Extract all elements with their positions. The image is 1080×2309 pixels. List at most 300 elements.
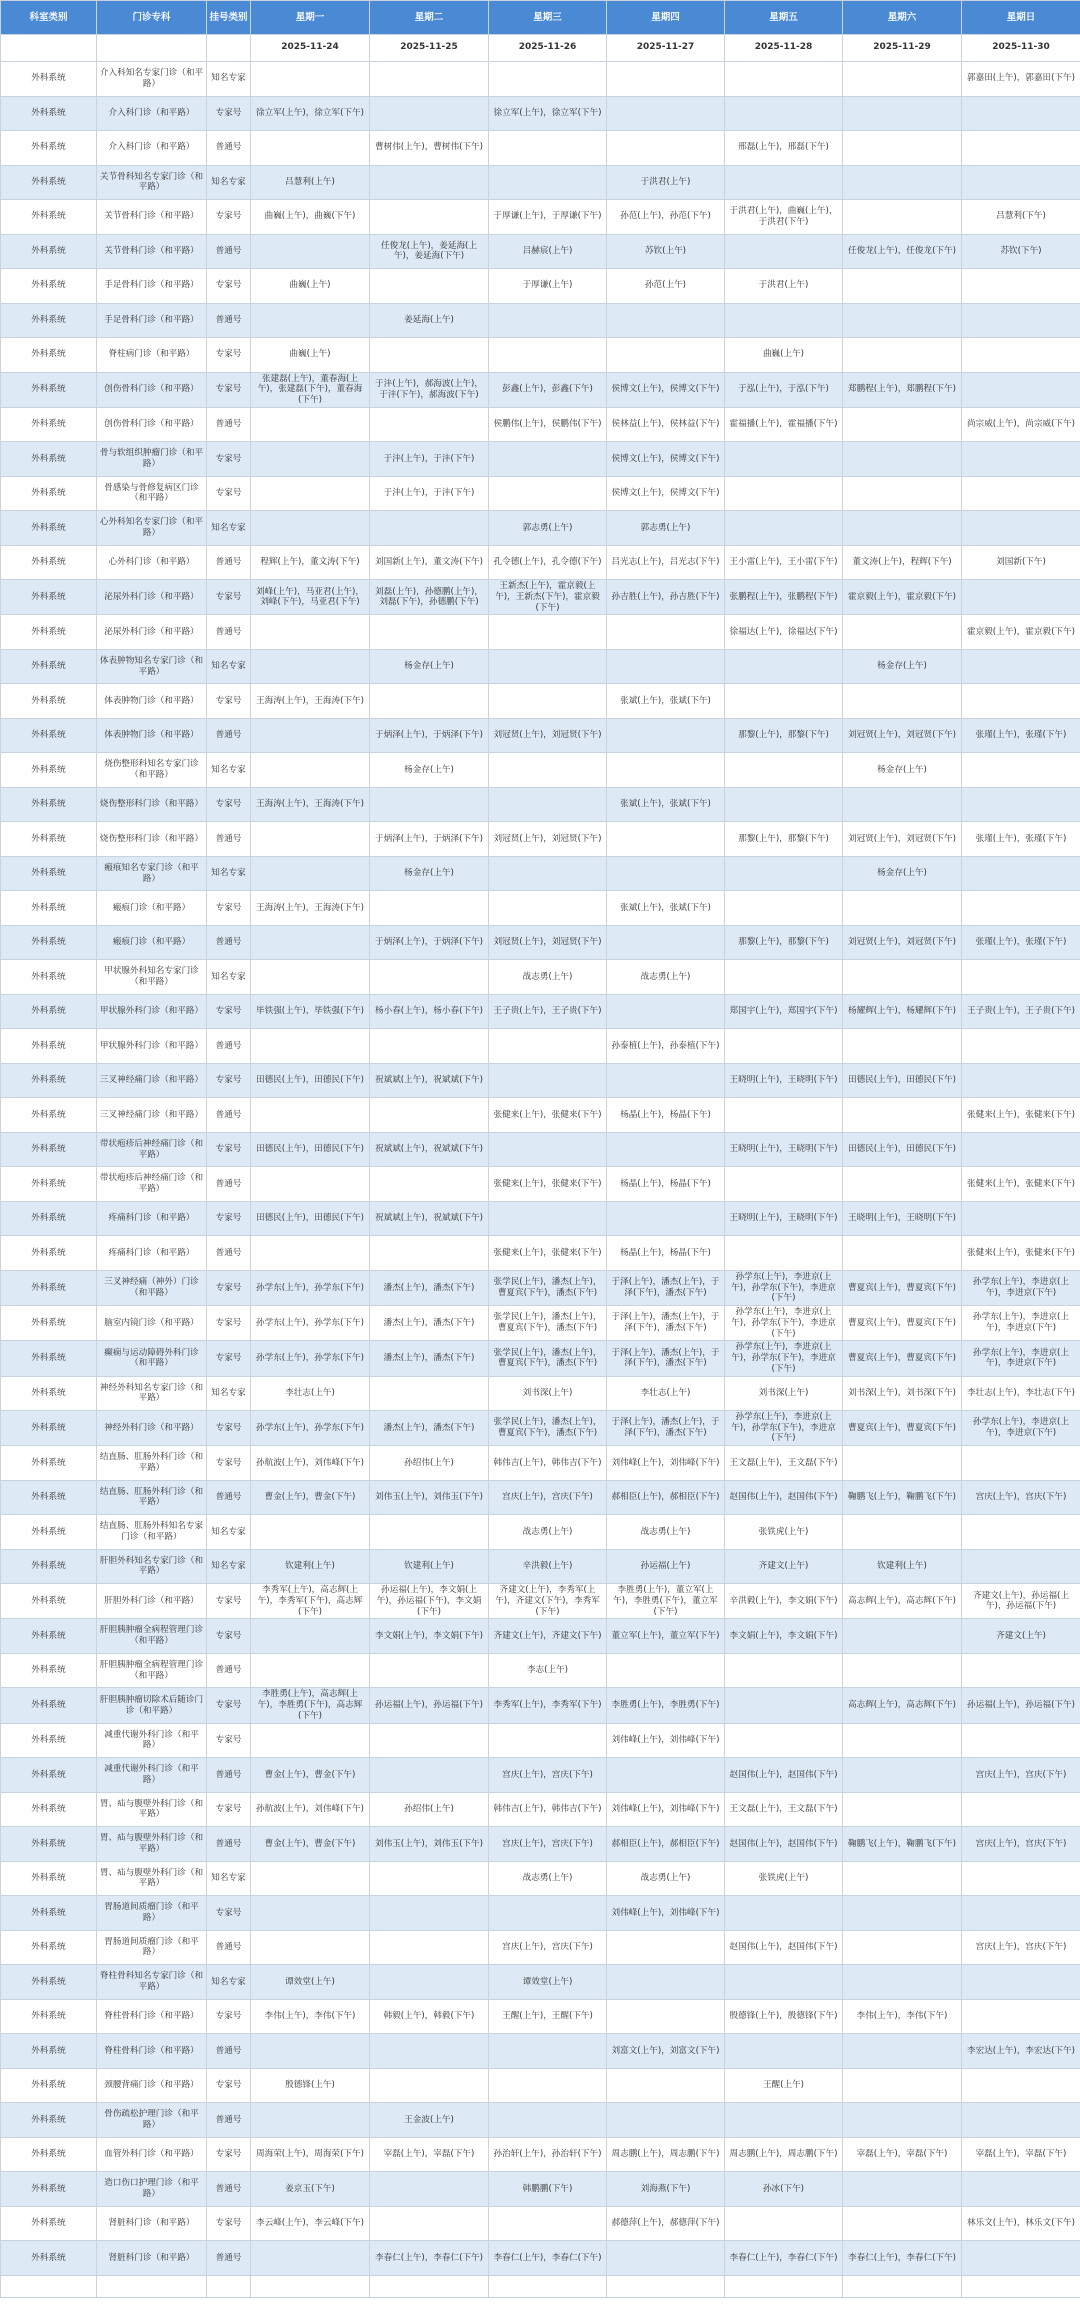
table-row <box>1 1376 1080 1411</box>
sunday-cell <box>962 891 1080 926</box>
wednesday-cell <box>489 1029 607 1064</box>
tuesday-cell: 钦建利(上午) <box>370 1549 489 1584</box>
dept-category-cell: 外科系统 <box>1 2172 97 2207</box>
dept-category-cell: 外科系统 <box>1 1965 97 2000</box>
clinic-name-cell: 脊柱病门诊（和平路） <box>97 338 207 373</box>
sunday-cell <box>962 303 1080 338</box>
table-row <box>1 1965 1080 2000</box>
monday-cell <box>251 1098 370 1133</box>
friday-cell <box>725 891 843 926</box>
schedule-body <box>1 62 1080 2298</box>
saturday-cell: 田德民(上午)，田德民(下午) <box>843 1132 962 1167</box>
sunday-cell <box>962 1201 1080 1236</box>
monday-cell: 徐立军(上午)，徐立军(下午) <box>251 96 370 131</box>
tuesday-cell: 任俊龙(上午)，姜延海(上午)，姜延海(下午) <box>370 234 489 269</box>
sunday-cell <box>962 2103 1080 2138</box>
sunday-cell <box>962 960 1080 995</box>
dept-category-cell: 外科系统 <box>1 753 97 788</box>
saturday-cell: 刘书深(上午)，刘书深(下午) <box>843 1376 962 1411</box>
friday-cell: 郑国宇(上午)，郑国宇(下午) <box>725 994 843 1029</box>
friday-cell <box>725 1965 843 2000</box>
wednesday-cell <box>489 1896 607 1931</box>
saturday-cell <box>843 1930 962 1965</box>
dept-category-cell: 外科系统 <box>1 1723 97 1758</box>
dept-category-cell: 外科系统 <box>1 1306 97 1341</box>
friday-cell: 殷德锋(上午)，殷德锋(下午) <box>725 1999 843 2034</box>
thursday-cell: 孙吉胜(上午)，孙吉胜(下午) <box>607 580 725 615</box>
dept-category-cell: 外科系统 <box>1 1549 97 1584</box>
sunday-cell <box>962 165 1080 200</box>
clinic-name-cell: 神经外科知名专家门诊（和平路） <box>97 1376 207 1411</box>
table-row <box>1 2068 1080 2103</box>
friday-cell: 王文磊(上午)，王文磊(下午) <box>725 1446 843 1481</box>
dept-category-cell: 外科系统 <box>1 234 97 269</box>
wednesday-cell: 张学民(上午)，潘杰(上午)，曹夏宾(下午)，潘杰(下午) <box>489 1306 607 1341</box>
saturday-cell: 曹夏宾(上午)，曹夏宾(下午) <box>843 1270 962 1305</box>
dept-category-cell: 外科系统 <box>1 476 97 511</box>
saturday-cell: 杨金存(上午) <box>843 649 962 684</box>
sunday-cell <box>962 1132 1080 1167</box>
friday-cell <box>725 2103 843 2138</box>
saturday-cell <box>843 1619 962 1654</box>
dept-category-cell: 外科系统 <box>1 1446 97 1481</box>
sunday-cell: 张健来(上午)，张健来(下午) <box>962 1098 1080 1133</box>
monday-cell: 程辉(上午)，董文涛(下午) <box>251 545 370 580</box>
monday-cell <box>251 234 370 269</box>
table-row <box>1 62 1080 97</box>
monday-cell: 刘峰(上午)，马亚君(上午)，刘峰(下午)，马亚君(下午) <box>251 580 370 615</box>
table-row <box>1 1167 1080 1202</box>
clinic-name-cell: 创伤骨科门诊（和平路） <box>97 372 207 407</box>
friday-cell <box>725 476 843 511</box>
clinic-name-cell: 疼痛科门诊（和平路） <box>97 1201 207 1236</box>
reg-type-cell: 普通号 <box>207 131 251 166</box>
wednesday-cell <box>489 787 607 822</box>
reg-type-cell: 普通号 <box>207 1827 251 1862</box>
sunday-cell: 孙学东(上午)，李进京(上午)，李进京(下午) <box>962 1341 1080 1376</box>
friday-cell: 张鹏程(上午)，张鹏程(下午) <box>725 580 843 615</box>
dept-category-cell: 外科系统 <box>1 131 97 166</box>
monday-cell <box>251 960 370 995</box>
reg-type-cell: 专家号 <box>207 1270 251 1305</box>
thursday-cell <box>607 1965 725 2000</box>
monday-cell: 李胜勇(上午)，高志辉(上午)，李胜勇(下午)，高志辉(下午) <box>251 1688 370 1723</box>
sunday-cell: 张健来(上午)，张健来(下午) <box>962 1167 1080 1202</box>
wednesday-cell: 辛洪毅(上午) <box>489 1549 607 1584</box>
dept-category-cell: 外科系统 <box>1 1029 97 1064</box>
friday-cell <box>725 62 843 97</box>
table-row <box>1 131 1080 166</box>
dept-category-cell: 外科系统 <box>1 891 97 926</box>
monday-cell: 田德民(上午)，田德民(下午) <box>251 1063 370 1098</box>
clinic-name-cell: 骨伤疏松护理门诊（和平路） <box>97 2103 207 2138</box>
tuesday-cell: 孙运福(上午)，李文娟(上午)，孙运福(下午)，李文娟(下午) <box>370 1584 489 1619</box>
wednesday-cell <box>489 62 607 97</box>
thursday-cell <box>607 925 725 960</box>
sunday-cell <box>962 476 1080 511</box>
clinic-name-cell: 关节骨科门诊（和平路） <box>97 234 207 269</box>
saturday-cell: 任俊龙(上午)，任俊龙(下午) <box>843 234 962 269</box>
table-row <box>1 718 1080 753</box>
thursday-cell: 杨晶(上午)，杨晶(下午) <box>607 1236 725 1271</box>
wednesday-cell <box>489 1132 607 1167</box>
clinic-name-cell: 胃肠道间质瘤门诊（和平路） <box>97 1930 207 1965</box>
col-header-tuesday: 星期二 <box>370 1 489 35</box>
tuesday-cell: 宰磊(上午)，宰磊(下午) <box>370 2137 489 2172</box>
wednesday-cell: 王子贵(上午)，王子贵(下午) <box>489 994 607 1029</box>
wednesday-cell: 张健来(上午)，张健来(下午) <box>489 1098 607 1133</box>
friday-cell <box>725 234 843 269</box>
reg-type-cell: 普通号 <box>207 545 251 580</box>
clinic-name-cell: 脑室内镜门诊（和平路） <box>97 1306 207 1341</box>
clinic-name-cell: 带状疱疹后神经痛门诊（和平路） <box>97 1132 207 1167</box>
thursday-cell: 刘海燕(下午) <box>607 2172 725 2207</box>
saturday-cell: 刘冠贤(上午)，刘冠贤(下午) <box>843 925 962 960</box>
clinic-name-cell: 骨与软组织肿瘤门诊（和平路） <box>97 442 207 477</box>
wednesday-cell: 张学民(上午)，潘杰(上午)，曹夏宾(下午)，潘杰(下午) <box>489 1411 607 1446</box>
wednesday-cell <box>489 442 607 477</box>
tuesday-cell: 潘杰(上午)，潘杰(下午) <box>370 1411 489 1446</box>
thursday-cell: 于泽(上午)，潘杰(上午)，于泽(下午)，潘杰(下午) <box>607 1411 725 1446</box>
monday-cell <box>251 131 370 166</box>
clinic-name-cell: 烧伤整形科门诊（和平路） <box>97 787 207 822</box>
wednesday-cell: 张学民(上午)，潘杰(上午)，曹夏宾(下午)，潘杰(下午) <box>489 1270 607 1305</box>
clinic-name-cell: 烧伤整形科门诊（和平路） <box>97 822 207 857</box>
clinic-name-cell: 瘢痕门诊（和平路） <box>97 925 207 960</box>
table-row <box>1 615 1080 650</box>
empty-cell <box>97 2275 207 2297</box>
saturday-cell: 李伟(上午)，李伟(下午) <box>843 1999 962 2034</box>
reg-type-cell: 专家号 <box>207 1306 251 1341</box>
sunday-cell: 张瑾(上午)，张瑾(下午) <box>962 822 1080 857</box>
monday-cell <box>251 649 370 684</box>
sunday-cell <box>962 684 1080 719</box>
reg-type-cell: 专家号 <box>207 476 251 511</box>
saturday-cell <box>843 787 962 822</box>
reg-type-cell: 专家号 <box>207 2206 251 2241</box>
wednesday-cell <box>489 856 607 891</box>
reg-type-cell: 专家号 <box>207 1792 251 1827</box>
wednesday-cell: 李秀军(上午)，李秀军(下午) <box>489 1688 607 1723</box>
saturday-cell: 钦建利(上午) <box>843 1549 962 1584</box>
col-header-monday: 星期一 <box>251 1 370 35</box>
friday-cell: 那黎(上午)，那黎(下午) <box>725 822 843 857</box>
wednesday-cell <box>489 684 607 719</box>
empty-row <box>1 2275 1080 2297</box>
thursday-cell: 于泽(上午)，潘杰(上午)，于泽(下午)，潘杰(下午) <box>607 1341 725 1376</box>
thursday-cell <box>607 1758 725 1793</box>
reg-type-cell: 专家号 <box>207 442 251 477</box>
wednesday-cell <box>489 2068 607 2103</box>
sunday-cell <box>962 269 1080 304</box>
friday-cell: 曲巍(上午) <box>725 338 843 373</box>
thursday-cell: 杨晶(上午)，杨晶(下午) <box>607 1167 725 1202</box>
wednesday-cell: 谭效堂(上午) <box>489 1965 607 2000</box>
dept-category-cell: 外科系统 <box>1 1201 97 1236</box>
wednesday-cell <box>489 131 607 166</box>
table-row <box>1 856 1080 891</box>
thursday-cell: 侯博文(上午)，侯博文(下午) <box>607 442 725 477</box>
monday-cell <box>251 1896 370 1931</box>
saturday-cell: 曹夏宾(上午)，曹夏宾(下午) <box>843 1341 962 1376</box>
reg-type-cell: 普通号 <box>207 2172 251 2207</box>
dept-category-cell: 外科系统 <box>1 96 97 131</box>
tuesday-cell <box>370 960 489 995</box>
tuesday-cell: 于炳泽(上午)，于炳泽(下午) <box>370 925 489 960</box>
monday-cell: 王海涛(上午)，王海涛(下午) <box>251 684 370 719</box>
reg-type-cell: 普通号 <box>207 615 251 650</box>
dept-category-cell: 外科系统 <box>1 1827 97 1862</box>
friday-cell: 辛洪毅(上午)，李文娟(下午) <box>725 1584 843 1619</box>
reg-type-cell: 普通号 <box>207 2103 251 2138</box>
table-row <box>1 1306 1080 1341</box>
thursday-cell: 李胜勇(上午)，李胜勇(下午) <box>607 1688 725 1723</box>
wednesday-cell: 宫庆(上午)，宫庆(下午) <box>489 1827 607 1862</box>
wednesday-cell: 宫庆(上午)，宫庆(下午) <box>489 1930 607 1965</box>
saturday-cell: 杨金存(上午) <box>843 856 962 891</box>
table-row <box>1 684 1080 719</box>
clinic-name-cell: 疼痛科门诊（和平路） <box>97 1236 207 1271</box>
dept-category-cell: 外科系统 <box>1 2137 97 2172</box>
tuesday-cell <box>370 1861 489 1896</box>
thursday-cell <box>607 649 725 684</box>
dept-category-cell: 外科系统 <box>1 1584 97 1619</box>
reg-type-cell: 知名专家 <box>207 960 251 995</box>
wednesday-cell: 战志勇(上午) <box>489 1515 607 1550</box>
clinic-name-cell: 体表肿物门诊（和平路） <box>97 718 207 753</box>
sunday-cell <box>962 1446 1080 1481</box>
monday-cell <box>251 442 370 477</box>
sunday-cell: 郭嘉田(上午)，郭嘉田(下午) <box>962 62 1080 97</box>
clinic-name-cell: 脊柱骨科门诊（和平路） <box>97 1999 207 2034</box>
reg-type-cell: 普通号 <box>207 234 251 269</box>
monday-cell: 吕慧利(上午) <box>251 165 370 200</box>
tuesday-cell <box>370 1236 489 1271</box>
monday-cell <box>251 407 370 442</box>
table-row <box>1 580 1080 615</box>
sunday-cell <box>962 1965 1080 2000</box>
monday-cell <box>251 511 370 546</box>
table-row <box>1 442 1080 477</box>
reg-type-cell: 知名专家 <box>207 511 251 546</box>
table-row <box>1 1341 1080 1376</box>
table-row <box>1 1688 1080 1723</box>
dept-category-cell: 外科系统 <box>1 1063 97 1098</box>
wednesday-cell: 韩鹏鹏(下午) <box>489 2172 607 2207</box>
saturday-cell <box>843 2206 962 2241</box>
wednesday-cell: 彭鑫(上午)，彭鑫(下午) <box>489 372 607 407</box>
monday-cell: 孙航波(上午)，刘伟峰(下午) <box>251 1446 370 1481</box>
reg-type-cell: 专家号 <box>207 580 251 615</box>
reg-type-cell: 专家号 <box>207 1411 251 1446</box>
friday-cell <box>725 1029 843 1064</box>
dept-category-cell: 外科系统 <box>1 649 97 684</box>
monday-cell <box>251 925 370 960</box>
table-row <box>1 1411 1080 1446</box>
dept-category-cell: 外科系统 <box>1 1341 97 1376</box>
empty-cell <box>489 2275 607 2297</box>
dept-category-cell: 外科系统 <box>1 1132 97 1167</box>
dept-category-cell: 外科系统 <box>1 1653 97 1688</box>
monday-cell: 孙学东(上午)，孙学东(下午) <box>251 1270 370 1305</box>
saturday-cell <box>843 1758 962 1793</box>
monday-cell <box>251 1167 370 1202</box>
monday-cell: 王海涛(上午)，王海涛(下午) <box>251 891 370 926</box>
saturday-cell <box>843 1965 962 2000</box>
clinic-name-cell: 甲状腺外科门诊（和平路） <box>97 994 207 1029</box>
sunday-cell <box>962 649 1080 684</box>
saturday-cell: 宰磊(上午)，宰磊(下午) <box>843 2137 962 2172</box>
saturday-cell <box>843 1167 962 1202</box>
friday-cell: 王晓明(上午)，王晓明(下午) <box>725 1132 843 1167</box>
saturday-cell: 刘冠贤(上午)，刘冠贤(下午) <box>843 718 962 753</box>
tuesday-cell: 孙运福(上午)，孙运福(下午) <box>370 1688 489 1723</box>
monday-cell <box>251 718 370 753</box>
dept-category-cell: 外科系统 <box>1 545 97 580</box>
sunday-cell: 李宏达(上午)，李宏达(下午) <box>962 2034 1080 2069</box>
dept-category-cell: 外科系统 <box>1 1411 97 1446</box>
saturday-cell <box>843 1515 962 1550</box>
reg-type-cell: 普通号 <box>207 303 251 338</box>
sunday-cell: 宰磊(上午)，宰磊(下午) <box>962 2137 1080 2172</box>
clinic-name-cell: 肝胆胰肿瘤全病程管理门诊（和平路） <box>97 1653 207 1688</box>
wednesday-cell: 孙治轩(上午)，孙治轩(下午) <box>489 2137 607 2172</box>
dept-category-cell: 外科系统 <box>1 1758 97 1793</box>
tuesday-cell: 李春仁(上午)，李春仁(下午) <box>370 2241 489 2276</box>
tuesday-cell: 祝斌斌(上午)，祝斌斌(下午) <box>370 1132 489 1167</box>
friday-cell: 于洪君(上午)，曲巍(上午)，于洪君(下午) <box>725 200 843 235</box>
monday-cell <box>251 1930 370 1965</box>
saturday-cell: 鞠鹏飞(上午)，鞠鹏飞(下午) <box>843 1480 962 1515</box>
reg-type-cell: 知名专家 <box>207 856 251 891</box>
thursday-cell <box>607 856 725 891</box>
clinic-name-cell: 颈腰背痛门诊（和平路） <box>97 2068 207 2103</box>
sunday-cell <box>962 1549 1080 1584</box>
wednesday-cell: 宫庆(上午)，宫庆(下午) <box>489 1758 607 1793</box>
friday-cell: 徐福达(上午)，徐福达(下午) <box>725 615 843 650</box>
saturday-cell: 杨耀辉(上午)，杨耀辉(下午) <box>843 994 962 1029</box>
sunday-cell: 齐建文(上午)，孙运福(上午)，孙运福(下午) <box>962 1584 1080 1619</box>
table-row <box>1 1029 1080 1064</box>
friday-cell: 孙学东(上午)，李进京(上午)，孙学东(下午)，李进京(下午) <box>725 1411 843 1446</box>
reg-type-cell: 专家号 <box>207 787 251 822</box>
clinic-name-cell: 创伤骨科门诊（和平路） <box>97 407 207 442</box>
dept-category-cell: 外科系统 <box>1 511 97 546</box>
sunday-cell: 孙学东(上午)，李进京(上午)，李进京(下午) <box>962 1411 1080 1446</box>
clinic-name-cell: 手足骨科门诊（和平路） <box>97 303 207 338</box>
friday-cell <box>725 1167 843 1202</box>
wednesday-cell: 于厚谦(上午) <box>489 269 607 304</box>
reg-type-cell: 知名专家 <box>207 1549 251 1584</box>
friday-cell: 邢磊(上午)，邢磊(下午) <box>725 131 843 166</box>
table-row <box>1 338 1080 373</box>
reg-type-cell: 专家号 <box>207 1063 251 1098</box>
sunday-cell <box>962 1723 1080 1758</box>
table-row <box>1 2034 1080 2069</box>
tuesday-cell: 潘杰(上午)，潘杰(下午) <box>370 1270 489 1305</box>
wednesday-cell: 刘冠贤(上午)，刘冠贤(下午) <box>489 822 607 857</box>
table-row <box>1 234 1080 269</box>
wednesday-cell: 战志勇(上午) <box>489 1861 607 1896</box>
reg-type-cell: 普通号 <box>207 407 251 442</box>
friday-cell <box>725 2206 843 2241</box>
reg-type-cell: 知名专家 <box>207 62 251 97</box>
sunday-cell: 李壮志(上午)，李壮志(下午) <box>962 1376 1080 1411</box>
tuesday-cell: 孙绍伟(上午) <box>370 1446 489 1481</box>
friday-cell: 霍福播(上午)，霍福播(下午) <box>725 407 843 442</box>
date-spacer <box>207 35 251 62</box>
tuesday-cell: 杨小春(上午)，杨小春(下午) <box>370 994 489 1029</box>
monday-cell <box>251 476 370 511</box>
sunday-cell <box>962 1861 1080 1896</box>
table-row <box>1 372 1080 407</box>
thursday-cell <box>607 1063 725 1098</box>
table-row <box>1 476 1080 511</box>
table-row <box>1 303 1080 338</box>
wednesday-cell <box>489 2103 607 2138</box>
clinic-name-cell: 胃、疝与腹壁外科门诊（和平路） <box>97 1792 207 1827</box>
col-header-clinic: 门诊专科 <box>97 1 207 35</box>
dept-category-cell: 外科系统 <box>1 787 97 822</box>
monday-cell: 李壮志(上午) <box>251 1376 370 1411</box>
reg-type-cell: 知名专家 <box>207 649 251 684</box>
thursday-cell <box>607 303 725 338</box>
table-row <box>1 2206 1080 2241</box>
table-row <box>1 1098 1080 1133</box>
table-row <box>1 787 1080 822</box>
reg-type-cell: 知名专家 <box>207 1376 251 1411</box>
monday-cell: 王海涛(上午)，王海涛(下午) <box>251 787 370 822</box>
sunday-cell <box>962 1653 1080 1688</box>
tuesday-cell <box>370 1653 489 1688</box>
thursday-cell: 于洪君(上午) <box>607 165 725 200</box>
sunday-cell: 齐建文(上午) <box>962 1619 1080 1654</box>
friday-cell <box>725 1653 843 1688</box>
tuesday-cell <box>370 1930 489 1965</box>
table-row <box>1 96 1080 131</box>
clinic-name-cell: 骨感染与骨修复病区门诊（和平路） <box>97 476 207 511</box>
friday-cell: 赵国伟(上午)，赵国伟(下午) <box>725 1827 843 1862</box>
tuesday-cell: 曹树伟(上午)，曹树伟(下午) <box>370 131 489 166</box>
table-row <box>1 1758 1080 1793</box>
sunday-cell <box>962 1999 1080 2034</box>
thursday-cell: 杨晶(上午)，杨晶(下午) <box>607 1098 725 1133</box>
dept-category-cell: 外科系统 <box>1 1376 97 1411</box>
dept-category-cell: 外科系统 <box>1 684 97 719</box>
thursday-cell: 周志鹏(上午)，周志鹏(下午) <box>607 2137 725 2172</box>
saturday-cell <box>843 1723 962 1758</box>
monday-cell <box>251 2103 370 2138</box>
wednesday-cell: 李春仁(上午)，李春仁(下午) <box>489 2241 607 2276</box>
clinic-name-cell: 减重代谢外科门诊（和平路） <box>97 1758 207 1793</box>
clinic-name-cell: 结直肠、肛肠外科知名专家门诊（和平路） <box>97 1515 207 1550</box>
dept-category-cell: 外科系统 <box>1 200 97 235</box>
monday-cell <box>251 2034 370 2069</box>
saturday-cell <box>843 269 962 304</box>
empty-cell <box>843 2275 962 2297</box>
dept-category-cell: 外科系统 <box>1 1098 97 1133</box>
tuesday-cell: 于炳泽(上午)，于炳泽(下午) <box>370 822 489 857</box>
clinic-name-cell: 肝胆胰肿瘤切除术后随诊门诊（和平路） <box>97 1688 207 1723</box>
thursday-cell <box>607 615 725 650</box>
monday-cell: 谭效堂(上午) <box>251 1965 370 2000</box>
saturday-cell <box>843 1653 962 1688</box>
tuesday-cell <box>370 1965 489 2000</box>
saturday-cell: 霍京毅(上午)，霍京毅(下午) <box>843 580 962 615</box>
sunday-cell: 宫庆(上午)，宫庆(下午) <box>962 1758 1080 1793</box>
monday-cell <box>251 1515 370 1550</box>
sunday-cell <box>962 511 1080 546</box>
